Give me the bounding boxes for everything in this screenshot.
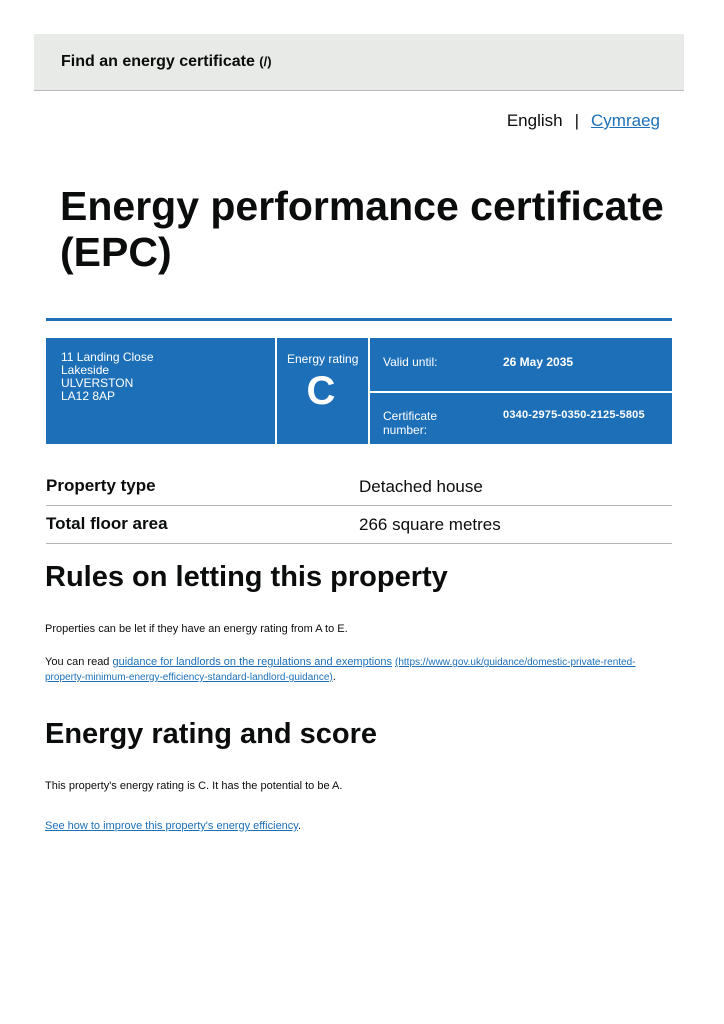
guidance-prefix: You can read (45, 656, 113, 668)
address-line: 11 Landing Close (61, 350, 154, 364)
site-header (34, 34, 684, 91)
title-divider (46, 318, 672, 321)
service-name: Find an energy certificate (61, 53, 255, 70)
guidance-paragraph (45, 655, 655, 685)
address-line: ULVERSTON (61, 376, 134, 390)
letting-heading: Rules on letting this property (45, 561, 448, 593)
certificate-number-label: Certificate number: (383, 409, 438, 437)
row-divider (370, 391, 672, 393)
guidance-url[interactable]: (https://www.gov.uk/guidance/domestic-private-rented-property-minimum-energy-efficiency-standard-landlord-guidance) (45, 657, 636, 683)
energy-rating-letter: C (306, 369, 336, 413)
certificate-number-value: 0340-2975-0350-2125-5805 (503, 409, 645, 421)
summary-value: 266 square metres (359, 515, 501, 534)
address-line: LA12 8AP (61, 389, 116, 403)
valid-until-label: Valid until: (383, 355, 438, 369)
summary-value: Detached house (359, 477, 483, 496)
summary-key: Property type (46, 476, 156, 495)
language-welsh-link[interactable]: Cymraeg (591, 111, 660, 130)
column-divider (275, 338, 277, 444)
letting-paragraph: Properties can be let if they have an energy rating from A to E. (45, 623, 348, 635)
energy-rating-paragraph: This property's energy rating is C. It has the potential to be A. (45, 780, 343, 792)
service-name-url: (/) (259, 54, 272, 69)
page-title: Energy performance certificate (EPC) (60, 183, 664, 275)
summary-row-floor-area (46, 506, 672, 544)
guidance-suffix: . (332, 671, 336, 683)
language-separator: | (574, 111, 580, 130)
valid-until-value: 26 May 2035 (503, 355, 574, 369)
summary-key: Total floor area (46, 514, 168, 533)
improve-efficiency-link[interactable]: See how to improve this property's energy efficiency (45, 820, 298, 832)
summary-row-property-type (46, 468, 672, 506)
energy-rating-label: Energy rating (287, 352, 359, 366)
language-switcher (507, 111, 660, 131)
energy-rating-heading: Energy rating and score (45, 718, 377, 750)
language-english: English (506, 111, 563, 130)
property-address (61, 351, 154, 403)
service-name-link[interactable] (61, 53, 272, 71)
guidance-link[interactable]: guidance for landlords on the regulations and exemptions (112, 656, 392, 668)
address-line: Lakeside (61, 363, 110, 377)
improve-paragraph (45, 819, 655, 834)
epc-summary-box (46, 338, 672, 444)
improve-suffix: . (297, 820, 302, 832)
